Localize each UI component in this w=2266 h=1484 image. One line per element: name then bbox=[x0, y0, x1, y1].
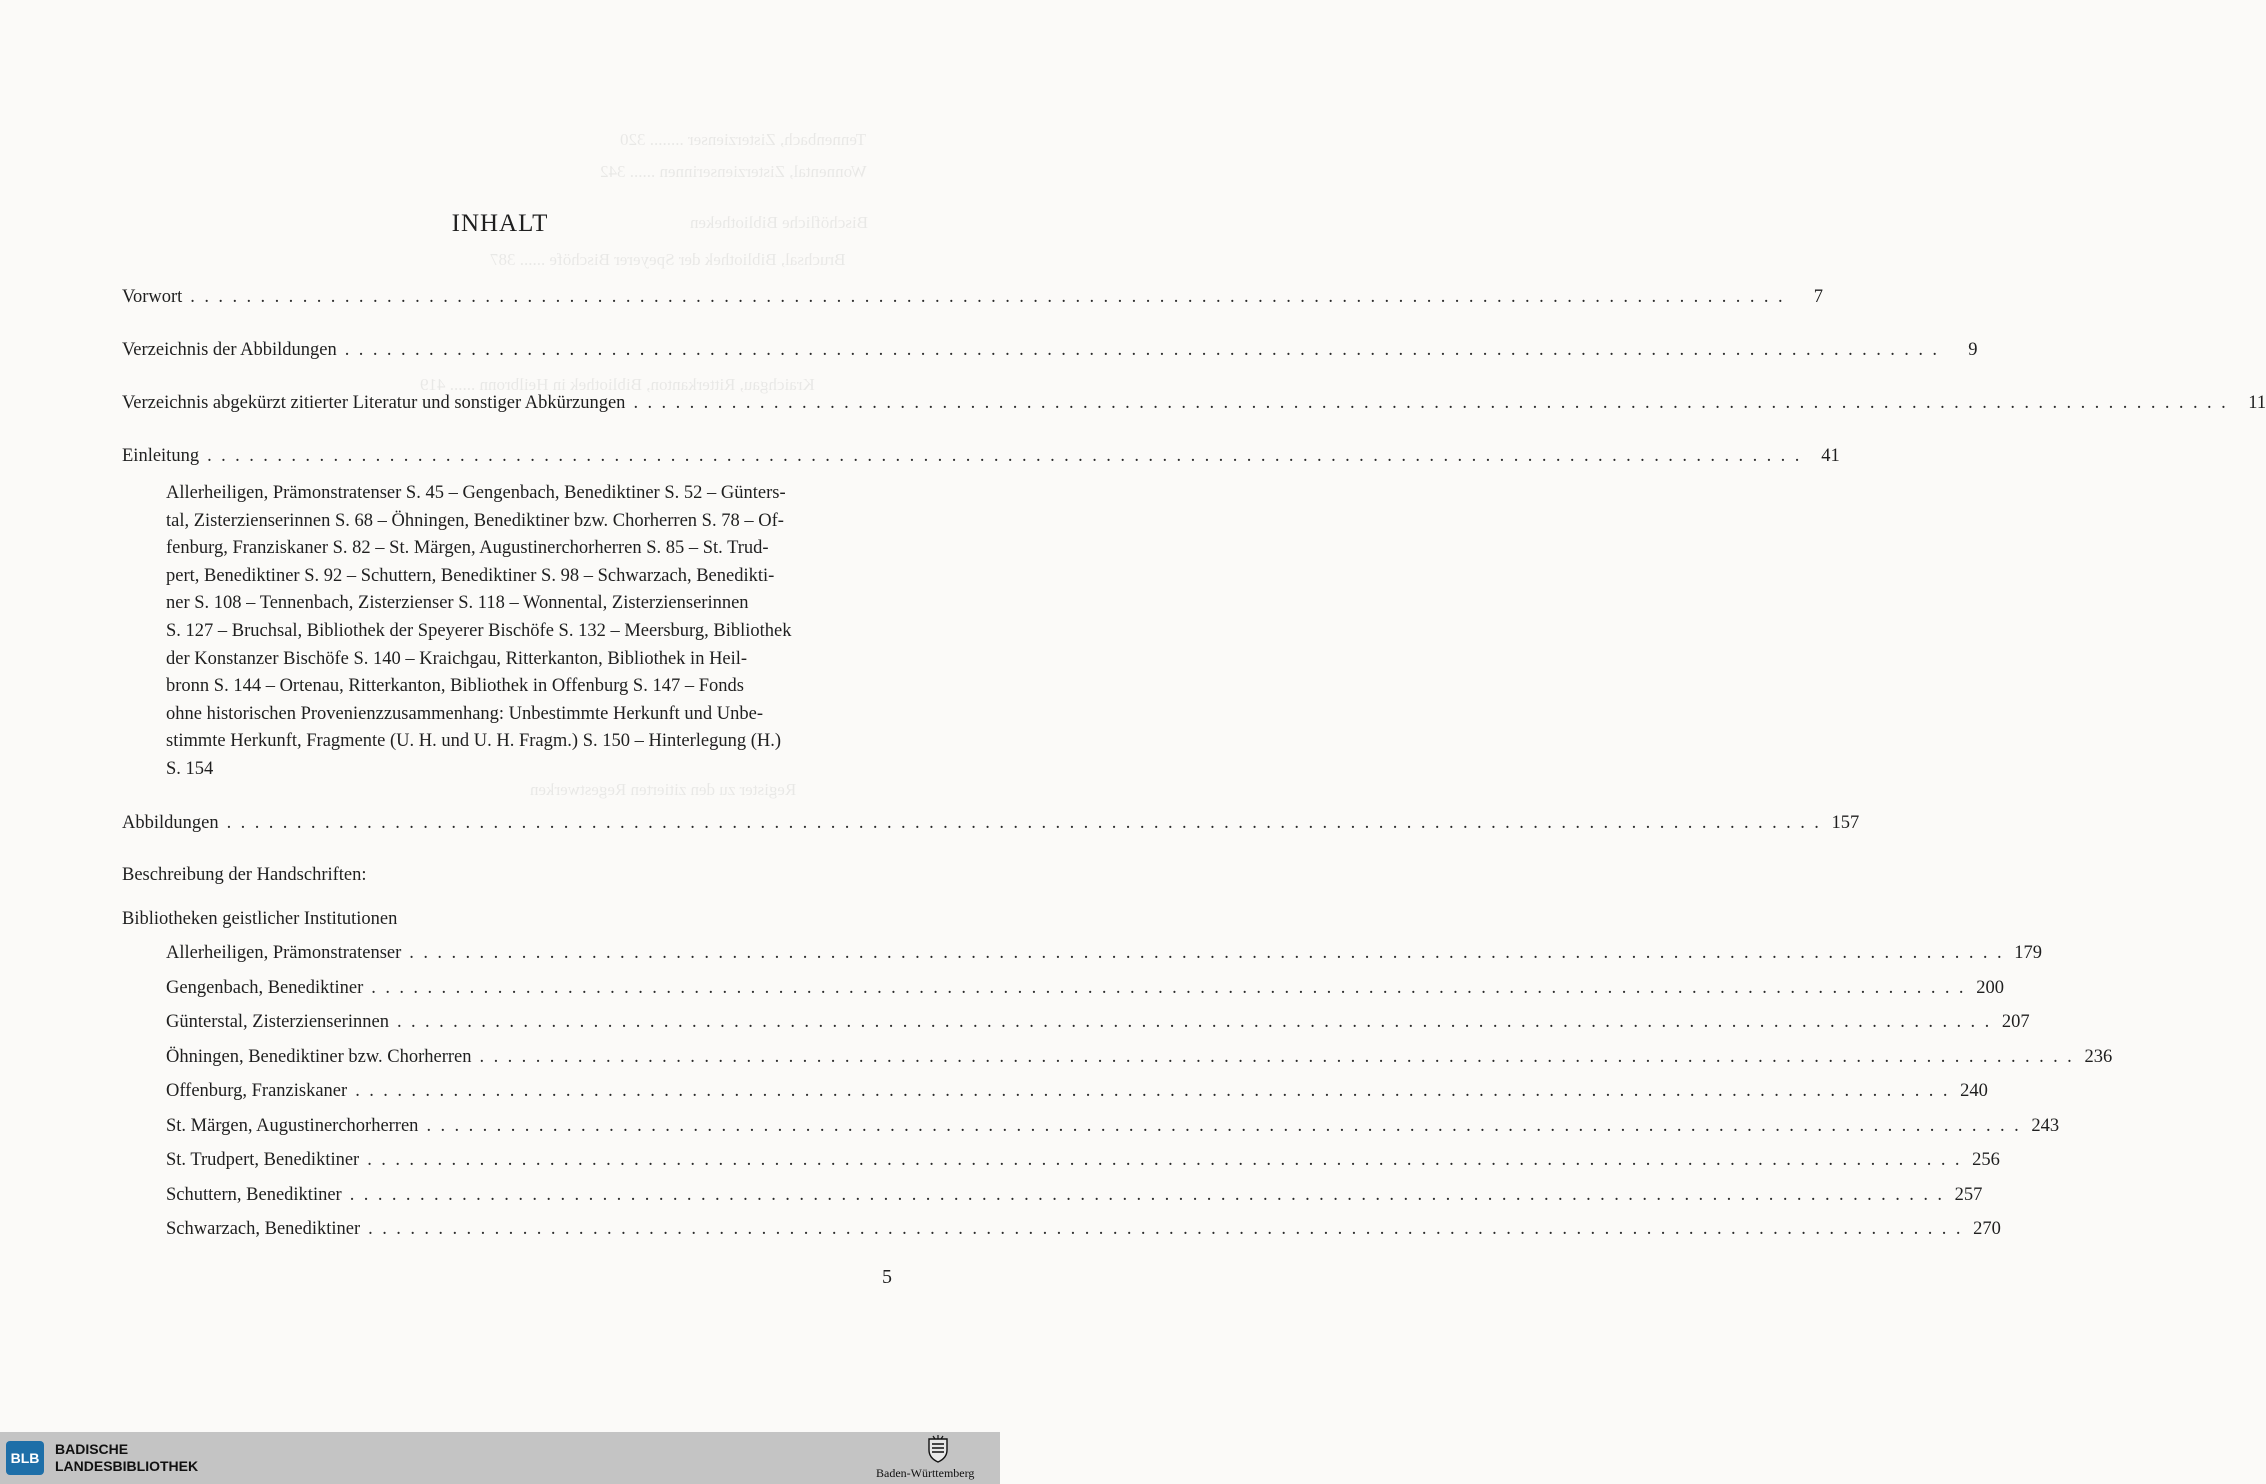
toc-page: 257 bbox=[1954, 1185, 1983, 1205]
summary-line: bronn S. 144 – Ortenau, Ritterkanton, Bibliothek in Offenburg S. 147 – Fonds bbox=[166, 676, 744, 697]
summary-line: stimmte Herkunft, Fragmente (U. H. und U. H. Fragm.) S. 150 – Hinterlegung (H.) bbox=[166, 731, 782, 752]
toc-page: 179 bbox=[2014, 943, 2042, 963]
leader-dots: . . . . . . . . . . . . . . . . . . . . . . . . . . . . . . . . . . . . . . . . . . . . . . . . . . . . . . . . . . . . . . . . . . . . . . . . . . . . . . . . . . . . . . . . . . . . . . . . . . . . . . . . . . . . . . . . . . bbox=[349, 1185, 1945, 1205]
toc-page: 243 bbox=[2031, 1116, 2060, 1136]
toc-page: 236 bbox=[2084, 1047, 2113, 1067]
summary-line: pert, Benediktiner S. 92 – Schuttern, Benediktiner S. 98 – Schwarzach, Benedikti- bbox=[166, 565, 775, 586]
toc-entry-institution bbox=[166, 1115, 2060, 1137]
leader-dots: . . . . . . . . . . . . . . . . . . . . . . . . . . . . . . . . . . . . . . . . . . . . . . . . . . . . . . . . . . . . . . . . . . . . . . . . . . . . . . . . . . . . . . . . . . . . . . . . . . . . . . . . . . . . . . . . . . bbox=[426, 1116, 2022, 1136]
leader-dots: . . . . . . . . . . . . . . . . . . . . . . . . . . . . . . . . . . . . . . . . . . . . . . . . . . . . . . . . . . . . . . . . . . . . . . . . . . . . . . . . . . . . . . . . . . . . . . . . . . . . . . . . . . . . . . . . . . bbox=[344, 340, 1940, 360]
toc-label: Vorwort bbox=[122, 287, 183, 307]
leader-dots: . . . . . . . . . . . . . . . . . . . . . . . . . . . . . . . . . . . . . . . . . . . . . . . . . . . . . . . . . . . . . . . . . . . . . . . . . . . . . . . . . . . . . . . . . . . . . . . . . . . . . . . . . . . . . . . . . . bbox=[396, 1012, 1992, 1032]
toc-label: St. Märgen, Augustinerchorherren bbox=[166, 1116, 419, 1136]
leader-dots: . . . . . . . . . . . . . . . . . . . . . . . . . . . . . . . . . . . . . . . . . . . . . . . . . . . . . . . . . . . . . . . . . . . . . . . . . . . . . . . . . . . . . . . . . . . . . . . . . . . . . . . . . . . . . . . . . . bbox=[207, 446, 1802, 466]
leader-dots: . . . . . . . . . . . . . . . . . . . . . . . . . . . . . . . . . . . . . . . . . . . . . . . . . . . . . . . . . . . . . . . . . . . . . . . . . . . . . . . . . . . . . . . . . . . . . . . . . . . . . . . . . . . . . . . . . . bbox=[479, 1047, 2075, 1067]
toc-page: 270 bbox=[1973, 1219, 2001, 1239]
show-through-text: Kraichgau, Ritterkanton, Bibliothek in Heilbronn ...... 419 bbox=[420, 375, 815, 394]
show-through-text: Wonnental, Zisterzienserinnen ...... 342 bbox=[600, 162, 867, 181]
section-heading-bibliotheken: Bibliotheken geistlicher Institutionen bbox=[122, 909, 398, 929]
toc-entry-institution bbox=[166, 977, 2004, 999]
leader-dots: . . . . . . . . . . . . . . . . . . . . . . . . . . . . . . . . . . . . . . . . . . . . . . . . . . . . . . . . . . . . . . . . . . . . . . . . . . . . . . . . . . . . . . . . . . . . . . . . . . . . . . . . . . . . . . . . . . bbox=[367, 1150, 1962, 1170]
toc-entry-institution bbox=[166, 1218, 2001, 1240]
toc-page: 240 bbox=[1960, 1081, 1988, 1101]
toc-page: 9 bbox=[1968, 340, 1978, 360]
toc-label: Öhningen, Benediktiner bzw. Chorherren bbox=[166, 1047, 472, 1067]
toc-entry-vorwort bbox=[122, 286, 1823, 308]
toc-page: 200 bbox=[1976, 978, 2004, 998]
toc-entry-institution bbox=[166, 942, 2042, 964]
summary-line: ohne historischen Provenienzzusammenhang: Unbestimmte Herkunft und Unbe- bbox=[166, 703, 763, 724]
toc-label: St. Trudpert, Benediktiner bbox=[166, 1150, 360, 1170]
einleitung-summary bbox=[166, 480, 849, 784]
show-through-text: Bischöfliche Bibliotheken bbox=[690, 213, 868, 232]
toc-entry-institution bbox=[166, 1184, 1983, 1206]
show-through-text: Tennenbach, Zisterzienser ........ 320 bbox=[620, 130, 867, 149]
toc-entry-institution bbox=[166, 1149, 2000, 1171]
leader-dots: . . . . . . . . . . . . . . . . . . . . . . . . . . . . . . . . . . . . . . . . . . . . . . . . . . . . . . . . . . . . . . . . . . . . . . . . . . . . . . . . . . . . . . . . . . . . . . . . . . . . . . . . . . . . . . . . . . bbox=[409, 943, 2004, 963]
state-name: Baden-Württemberg bbox=[876, 1466, 975, 1480]
toc-entry-abbildungsverzeichnis bbox=[122, 339, 1978, 361]
toc-label: Einleitung bbox=[122, 446, 200, 466]
toc-page: 7 bbox=[1813, 287, 1823, 307]
toc-label: Schuttern, Benediktiner bbox=[166, 1185, 342, 1205]
toc-label: Verzeichnis der Abbildungen bbox=[122, 340, 337, 360]
toc-label: Schwarzach, Benediktiner bbox=[166, 1219, 361, 1239]
toc-entry-abbildungen bbox=[122, 812, 1860, 834]
library-name-line2: LANDESBIBLIOTHEK bbox=[55, 1458, 199, 1474]
toc-page: 256 bbox=[1972, 1150, 2000, 1170]
toc-entry-institution bbox=[166, 1080, 1988, 1102]
leader-dots: . . . . . . . . . . . . . . . . . . . . . . . . . . . . . . . . . . . . . . . . . . . . . . . . . . . . . . . . . . . . . . . . . . . . . . . . . . . . . . . . . . . . . . . . . . . . . . . . . . . . . . . . . . . . . . . . . . bbox=[355, 1081, 1950, 1101]
toc-label: Abbildungen bbox=[122, 813, 219, 833]
toc-label: Offenburg, Franziskaner bbox=[166, 1081, 348, 1101]
summary-line: S. 154 bbox=[166, 758, 214, 779]
toc-entry-institution bbox=[166, 1046, 2113, 1068]
leader-dots: . . . . . . . . . . . . . . . . . . . . . . . . . . . . . . . . . . . . . . . . . . . . . . . . . . . . . . . . . . . . . . . . . . . . . . . . . . . . . . . . . . . . . . . . . . . . . . . . . . . . . . . . . . . . . . . . . . bbox=[633, 393, 2229, 413]
library-footer bbox=[0, 1432, 1000, 1484]
leader-dots: . . . . . . . . . . . . . . . . . . . . . . . . . . . . . . . . . . . . . . . . . . . . . . . . . . . . . . . . . . . . . . . . . . . . . . . . . . . . . . . . . . . . . . . . . . . . . . . . . . . . . . . . . . . . . . . . . . bbox=[190, 287, 1785, 307]
library-name-line1: BADISCHE bbox=[55, 1441, 129, 1457]
summary-line: fenburg, Franziskaner S. 82 – St. Märgen, Augustinerchorherren S. 85 – St. Trud- bbox=[166, 538, 769, 559]
toc-page: 157 bbox=[1831, 813, 1860, 833]
summary-line: der Konstanzer Bischöfe S. 140 – Kraichgau, Ritterkanton, Bibliothek in Heil- bbox=[166, 648, 748, 669]
toc-label: Allerheiligen, Prämonstratenser bbox=[166, 943, 402, 963]
toc-entry-institution bbox=[166, 1011, 2030, 1033]
toc-entry-literatur bbox=[122, 392, 2266, 414]
leader-dots: . . . . . . . . . . . . . . . . . . . . . . . . . . . . . . . . . . . . . . . . . . . . . . . . . . . . . . . . . . . . . . . . . . . . . . . . . . . . . . . . . . . . . . . . . . . . . . . . . . . . . . . . . . . . . . . . . . bbox=[371, 978, 1966, 998]
toc-label: Verzeichnis abgekürzt zitierter Literatur und sonstiger Abkürzungen bbox=[122, 393, 626, 413]
summary-line: ner S. 108 – Tennenbach, Zisterzienser S. 118 – Wonnental, Zisterzienserinnen bbox=[166, 593, 749, 614]
toc-entry-einleitung bbox=[122, 445, 1840, 467]
toc-label: Günterstal, Zisterzienserinnen bbox=[166, 1012, 389, 1032]
coat-of-arms-icon bbox=[926, 1435, 950, 1463]
summary-line: S. 127 – Bruchsal, Bibliothek der Speyerer Bischöfe S. 132 – Meersburg, Bibliothek bbox=[166, 620, 792, 641]
toc-label: Gengenbach, Benediktiner bbox=[166, 978, 364, 998]
blb-logo[interactable]: BLB bbox=[6, 1441, 44, 1475]
section-heading-beschreibung: Beschreibung der Handschriften: bbox=[122, 865, 367, 885]
page-title: INHALT bbox=[451, 210, 549, 237]
show-through-text: Bruchsal, Bibliothek der Speyerer Bischöfe ...... 387 bbox=[490, 250, 846, 269]
leader-dots: . . . . . . . . . . . . . . . . . . . . . . . . . . . . . . . . . . . . . . . . . . . . . . . . . . . . . . . . . . . . . . . . . . . . . . . . . . . . . . . . . . . . . . . . . . . . . . . . . . . . . . . . . . . . . . . . . . bbox=[226, 813, 1822, 833]
summary-line: tal, Zisterzienserinnen S. 68 – Öhningen, Benediktiner bzw. Chorherren S. 78 – Of- bbox=[166, 510, 784, 531]
page-number: 5 bbox=[882, 1266, 892, 1288]
library-name[interactable] bbox=[55, 1441, 198, 1475]
show-through-text: Register zu den zitierten Regestwerken bbox=[530, 780, 797, 799]
leader-dots: . . . . . . . . . . . . . . . . . . . . . . . . . . . . . . . . . . . . . . . . . . . . . . . . . . . . . . . . . . . . . . . . . . . . . . . . . . . . . . . . . . . . . . . . . . . . . . . . . . . . . . . . . . . . . . . . . . bbox=[368, 1219, 1963, 1239]
toc-page: 207 bbox=[2001, 1012, 2030, 1032]
toc-page: 41 bbox=[1821, 446, 1840, 466]
summary-line: Allerheiligen, Prämonstratenser S. 45 – Gengenbach, Benediktiner S. 52 – Günters- bbox=[166, 483, 786, 503]
toc-page: 11 bbox=[2248, 393, 2266, 413]
